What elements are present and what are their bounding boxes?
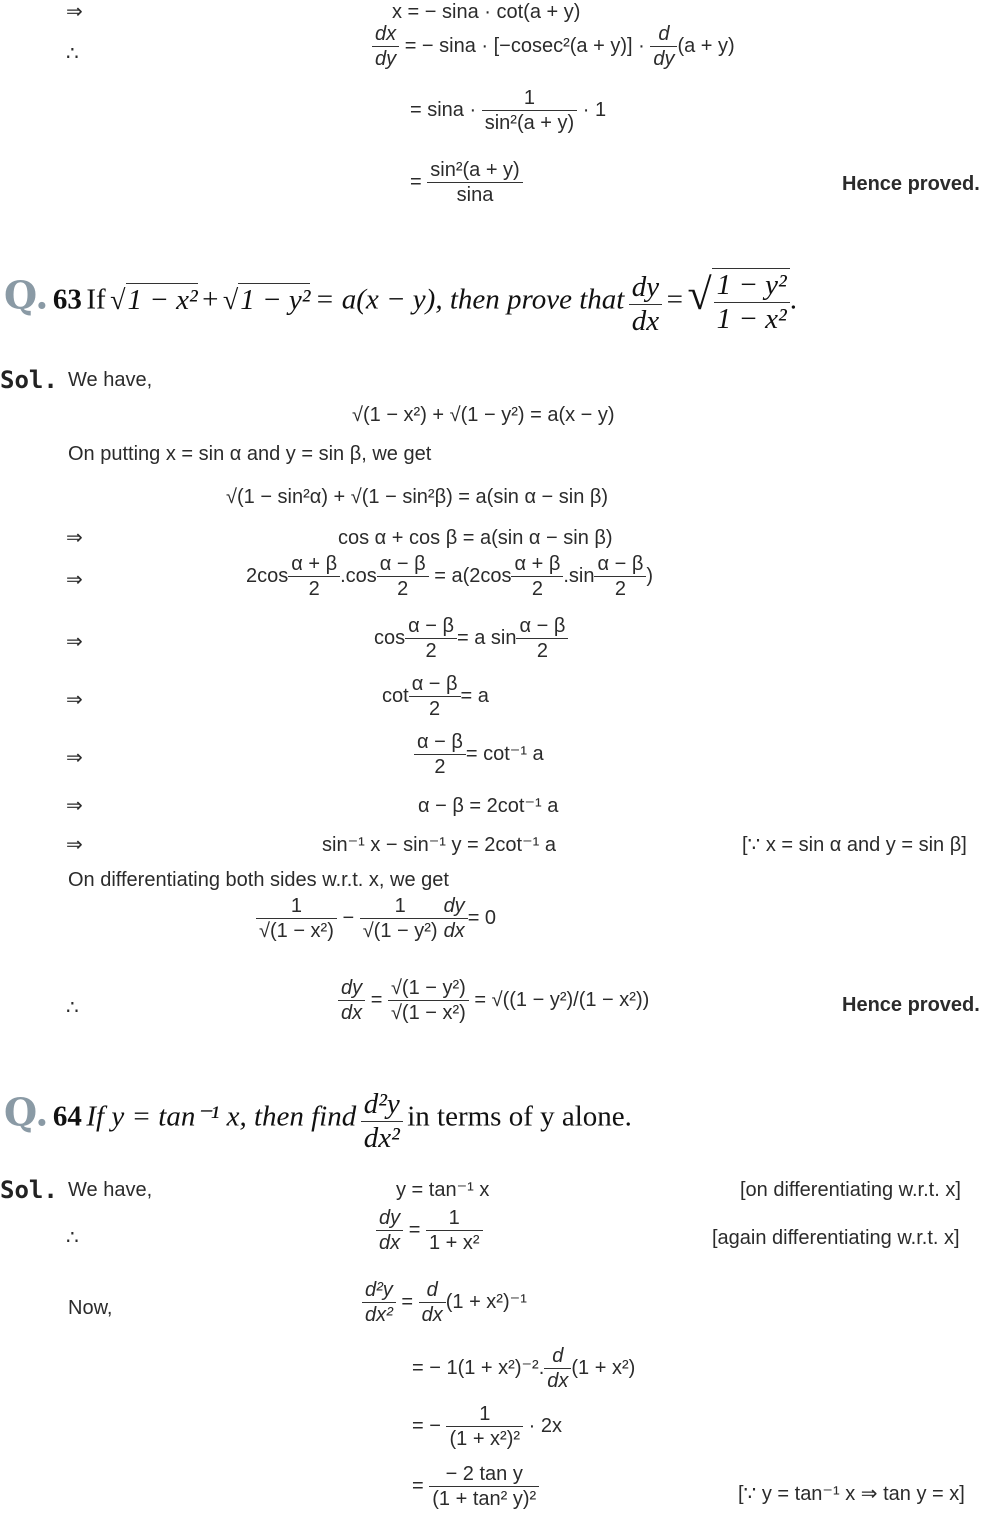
substitution-text: On putting x = sin α and y = sin β, we get (68, 443, 432, 465)
reason-note: [∵ x = sin α and y = sin β] (742, 834, 967, 856)
equation-line: $\frac{\text{d²y}}{\text{dx²}}$ = $\frac{d}{dx}$ (1 + x²)⁻¹ (362, 1278, 527, 1327)
implies-symbol: ⇒ (66, 527, 83, 549)
question-number: 64 (52, 1100, 82, 1133)
implies-symbol: ⇒ (66, 747, 83, 769)
solution-label: Sol. (0, 1176, 58, 1204)
hence-proved: Hence proved. (842, 994, 980, 1016)
equation-line: √(1 − sin²α) + √(1 − sin²β) = a(sin α − sin β) (226, 486, 609, 508)
implies-symbol: ⇒ (66, 795, 83, 817)
equation-line: cos α + cos β = a(sin α − sin β) (338, 527, 613, 549)
equation-line: $\frac{dx}{dy}$ = − sina · [−cosec²(a + y)] · $\frac{d}{dy}$ (a + y) (372, 22, 735, 71)
question-label: Q. (4, 1089, 49, 1135)
we-have: We have, (68, 369, 153, 391)
equation-line: = $\frac{\text{− 2 tan y}}{\text{(1 + tan² y)²}}$ (412, 1462, 539, 1511)
implies-symbol: ⇒ (66, 631, 83, 653)
question-63: Q. 63 If √1 − x² + √1 − y² = a(x − y), then prove that $\frac{dy}{dx}$ = √ $\frac{\text{1 − y²}}{\text{1 − x²}}$ . (4, 269, 797, 337)
implies-symbol: ⇒ (66, 1, 83, 23)
implies-symbol: ⇒ (66, 569, 83, 591)
equation-line: cos $\frac{\alpha - \beta}{2}$ = a sin $\frac{\alpha - \beta}{2}$ (374, 614, 568, 663)
equation-line: = sina · $\frac{1}{\text{sin²(a + y)}}$ · 1 (410, 87, 607, 134)
hence-proved: Hence proved. (842, 173, 980, 195)
equation-line: 2cos $\frac{\alpha + \beta}{2}$ .cos $\frac{\alpha - \beta}{2}$ = a(2cos $\frac{\alpha + \beta}{2}$ .sin $\frac{\alpha - \beta}{2}$ ) (246, 553, 653, 600)
reason-note: [again differentiating w.r.t. x] (712, 1227, 960, 1249)
question-number: 63 (52, 283, 82, 316)
therefore-symbol: ∴ (66, 1227, 79, 1249)
we-have: We have, (68, 1179, 153, 1201)
equation-line: α − β = 2cot⁻¹ a (418, 795, 559, 817)
equation-line: $\frac{\alpha - \beta}{2}$ = cot⁻¹ a (414, 730, 544, 779)
implies-symbol: ⇒ (66, 689, 83, 711)
differentiate-text: On differentiating both sides w.r.t. x, we get (68, 869, 449, 891)
solution-label: Sol. (0, 366, 58, 394)
equation-line: $\frac{dy}{dx}$ = $\frac{\text{√(1 − y²)}}{\text{√(1 − x²)}}$ = √((1 − y²)/(1 − x²)) (338, 976, 649, 1025)
now-label: Now, (68, 1297, 113, 1319)
equation-line: y = tan⁻¹ x (396, 1179, 490, 1201)
therefore-symbol: ∴ (66, 997, 79, 1019)
equation-line: $\frac{dy}{dx}$ = $\frac{1}{\text{1 + x²}}$ (376, 1206, 483, 1255)
equation-line: = − $\frac{1}{\text{(1 + x²)²}}$ · 2x (412, 1403, 562, 1450)
equation-line: √(1 − x²) + √(1 − y²) = a(x − y) (352, 404, 615, 426)
reason-note: [on differentiating w.r.t. x] (740, 1179, 961, 1201)
equation-line: sin⁻¹ x − sin⁻¹ y = 2cot⁻¹ a (322, 834, 556, 856)
equation-line: = − 1(1 + x²)⁻². $\frac{d}{dx}$ (1 + x²) (412, 1345, 636, 1392)
question-label: Q. (4, 272, 49, 318)
reason-note: [∵ y = tan⁻¹ x ⇒ tan y = x] (738, 1483, 965, 1505)
equation-line: x = − sina · cot(a + y) (392, 1, 581, 23)
therefore-symbol: ∴ (66, 43, 79, 65)
equation-line: = $\frac{\text{sin²(a + y)}}{\sin a}$ (410, 158, 523, 207)
equation-line: $\frac{1}{\text{√(1 − x²)}}$ − $\frac{1}{\text{√(1 − y²)}}$ $\frac{dy}{dx}$ = 0 (256, 894, 496, 943)
question-64: Q. 64 If y = tan⁻¹ x, then find $\frac{\text{d²y}}{\text{dx²}}$ in terms of y alone. (4, 1088, 632, 1154)
equation-line: cot $\frac{\alpha - \beta}{2}$ = a (382, 673, 489, 720)
implies-symbol: ⇒ (66, 834, 83, 856)
